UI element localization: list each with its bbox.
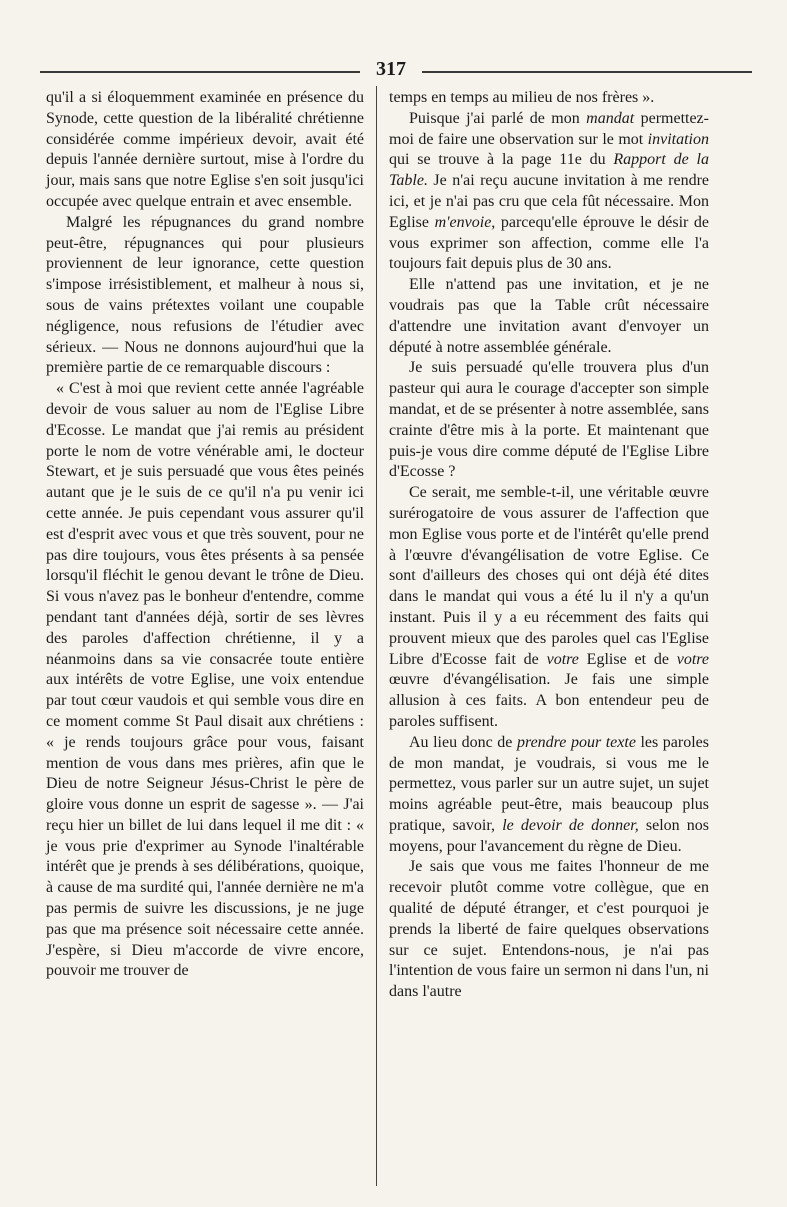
text-run: Eglise et de (578, 650, 677, 668)
text-run: les paroles de mon mandat, je voudrais, si vous me le permettez, vous parler sur un autre sujet, un sujet moins agréable peut-être, mais beaucoup plus pratique, savoir, (389, 733, 709, 834)
italic-run: le devoir de donner, (502, 816, 639, 834)
text-run: Je suis persuadé qu'elle trouvera plus d'un pasteur qui aura le courage d'accepter son simple mandat, et de se présenter à notre assemblée, sans crainte d'être mis à la porte. Et maintenant que puis-je vous dire comme député de l'Eglise Libre d'Ecosse ? (389, 359, 709, 481)
column-divider (376, 86, 377, 1186)
header-rule-right (422, 71, 752, 73)
paragraph (389, 88, 709, 109)
italic-run: votre (546, 650, 579, 668)
text-run: Je n'ai reçu aucune invitation à me rendre ici, et je n'ai pas cru que cela fût nécessaire. Mon Eglise (389, 172, 709, 231)
paragraph (389, 275, 709, 358)
italic-run: votre (676, 650, 709, 668)
italic-run: Rapport de la Table. (389, 151, 709, 190)
italic-run: m'envoie (434, 213, 492, 231)
text-run: selon nos moyens, pour l'avancement du règne de Dieu. (389, 816, 710, 855)
left-column (46, 88, 364, 982)
paragraph: Malgré les répugnances du grand nombre peut-être, répugnances qui pour plusieurs proviennent de leur ignorance, cette question s'impose irrésistiblement, et malheur à nous si, sous de vains prétextes voilant une coupable négligence, nous refusions de l'étudier avec sérieux. — Nous ne donnons aujourd'hui que la première partie de ce remarquable discours : (46, 213, 364, 377)
text-run: , parcequ'elle éprouve le désir de vous exprimer son affection, comme elle l'a toujours fait depuis plus de 30 ans. (389, 213, 709, 273)
page-header (40, 58, 752, 80)
text-run: Puisque j'ai parlé de mon (409, 109, 587, 127)
text-run: Ce serait, me semble-t-il, une véritable œuvre surérogatoire de vous assurer de l'affection que mon Eglise vous porte et de l'intérêt qu'elle prend à l'œuvre d'évangélisation de votre Eglise. Ce sont d'ailleurs des choses qui ont déjà été dites dans le mandat qui vous a été lu il n'y a qu'un instant. Puis il y a eu récemment des faits qui prouvent mieux que des paroles quel cas l'Eglise Libre d'Ecosse fait de (389, 484, 709, 668)
italic-run: prendre pour texte (516, 733, 636, 751)
text-run: Je sais que vous me faites l'honneur de me recevoir plutôt comme votre collègue, que en qualité de député étranger, et c'est pourquoi je prends la liberté de faire quelques observations sur ce sujet. Entendons-nous, je n'ai pas l'intention de vous faire un sermon ni dans l'un, ni dans l'autre (389, 858, 709, 1001)
text-run: temps en temps au milieu de nos frères ». (389, 89, 655, 106)
paragraph (389, 109, 709, 275)
right-column (389, 88, 709, 1003)
paragraph: qu'il a si éloquemment examinée en présence du Synode, cette question de la libéralité chrétienne considérée comme impérieux devoir, avait été depuis l'année dernière surtout, mise à l'ordre du jour, mais sans que notre Eglise s'en soit jusqu'ici occupée avec quelque entrain et avec ensemble. (46, 89, 364, 210)
header-rule-left (40, 71, 360, 73)
text-run: Au lieu donc de (409, 733, 517, 751)
paragraph (389, 857, 709, 1003)
italic-run: invitation (647, 130, 709, 148)
paragraph (389, 483, 709, 733)
page-number: 317 (376, 58, 406, 80)
italic-run: mandat (586, 109, 635, 127)
text-run: œuvre d'évangélisation. Je fais une simple allusion à ces faits. A bon entendeur peu de paroles suffisent. (389, 671, 709, 730)
text-run: qui se trouve à la page 11e du (389, 151, 614, 169)
paragraph (389, 358, 709, 483)
text-run: permettez-moi de faire une observation sur le mot (389, 109, 709, 148)
paragraph (389, 733, 709, 858)
paragraph: « C'est à moi que revient cette année l'agréable devoir de vous saluer au nom de l'Eglise Libre d'Ecosse. Le mandat que j'ai remis au président porte le nom de votre vénérable ami, le docteur Stewart, et je suis persuadé que vous êtes peinés autant que je le suis de ce qu'il n'a pu venir ici cette année. Je puis cependant vous assurer qu'il est d'esprit avec vous et que très souvent, pour ne pas dire toujours, vous êtes présents à sa pensée lorsqu'il fléchit le genou devant le trône de Dieu. Si vous n'avez pas le bonheur d'entendre, comme pendant tant d'années déjà, sortir de ses lèvres des paroles d'affection chrétienne, il y a néanmoins dans sa vie consacrée toute entière aux intérêts de votre Eglise, une voix entendue par tout cœur vaudois et qui semble vous dire en ce moment comme St Paul disait aux chrétiens : « je rends toujours grâce pour vous, faisant mention de vous dans mes prières, afin que le Dieu de notre Seigneur Jésus-Christ le père de gloire vous donne un esprit de sagesse ». — J'ai reçu hier un billet de lui dans lequel il me dit : « je vous prie d'exprimer au Synode l'inaltérable intérêt que je prends à ses délibérations, quoique, à cause de ma surdité qui, l'année dernière ne m'a pas permis de suivre les discussions, je ne juge pas que ma présence soit nécessaire cette année. J'espère, si Dieu m'accorde de vivre encore, pouvoir me trouver de (46, 380, 364, 980)
text-run: Elle n'attend pas une invitation, et je ne voudrais pas que la Table crût nécessaire d'attendre une invitation avant d'envoyer un député à notre assemblée générale. (389, 276, 709, 356)
